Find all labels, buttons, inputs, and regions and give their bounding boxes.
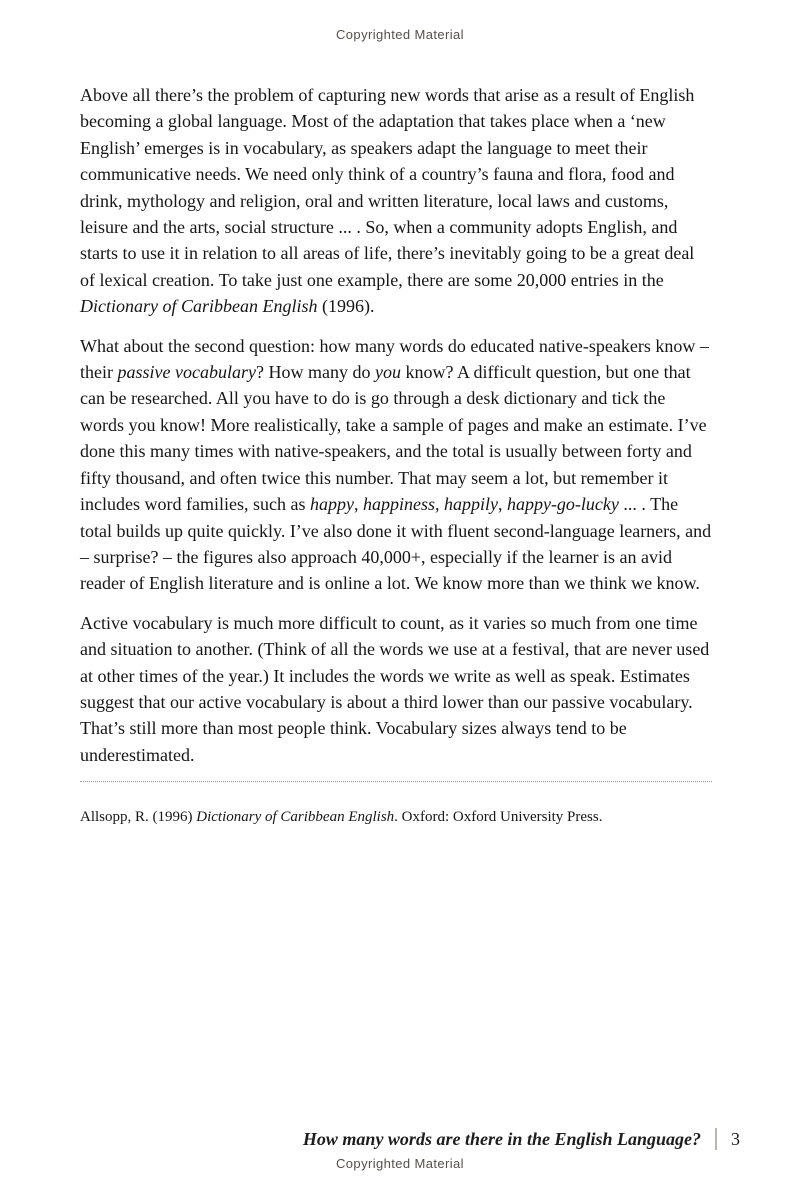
copyright-notice-bottom: Copyrighted Material [336,1156,464,1171]
paragraph-active-vocabulary: Active vocabulary is much more difficult to count, as it varies so much from one time and situation to another. (Think of all the words we use at a festival, that are never used at other times of the year.) It includes the words we write as well as speak. Estimates suggest that our active vocabulary is about a third lower than our passive vocabulary. That’s still more than most people think. Vocabulary sizes always tend to be underestimated. [80,612,710,765]
running-title: How many words are there in the English Language? [302,1128,701,1149]
page-number: 3 [731,1128,740,1149]
footer-separator [715,1128,717,1150]
copyright-notice-top: Copyrighted Material [336,27,464,42]
footnote-divider [80,781,712,782]
paragraph-lexical-creation: Above all there’s the problem of capturing new words that arise as a result of English becoming a global language. Most of the adaptation that takes place when a ‘new English’ emerges is in vocabulary, as speakers adapt the language to meet their communicative needs. We need only think of a country’s fauna and flora, food and drink, mythology and religion, oral and written literature, local laws and customs, leisure and the arts, social structure ... . So, when a community adopts English, and starts to use it in relation to all areas of life, there’s inevitably going to be a great deal of lexical creation. To take just one example, there are some 20,000 entries in the Dictionary of Caribbean English (1996). [80,85,695,317]
paragraph-passive-vocabulary: What about the second question: how many words do educated native-speakers know – their passive vocabulary? How many do you know? A difficult question, but one that can be researched. All you have to do is go through a desk dictionary and tick the words you know! More realistically, take a sample of pages and make an estimate. I’ve done this many times with native-speakers, and the total is usually between forty and fifty thousand, and often twice this number. That may seem a lot, but remember it includes word families, such as happy, happiness, happily, happy-go-lucky ... . The total builds up quite quickly. I’ve also done it with fluent second-language learners, and – surprise? – the figures also approach 40,000+, especially if the learner is an avid reader of English literature and is online a lot. We know more than we think we know. [80,335,712,594]
page-body [80,82,712,828]
page-footer [80,1128,740,1150]
footnote-reference: Allsopp, R. (1996) Dictionary of Caribbean English. Oxford: Oxford University Press. [80,809,603,826]
